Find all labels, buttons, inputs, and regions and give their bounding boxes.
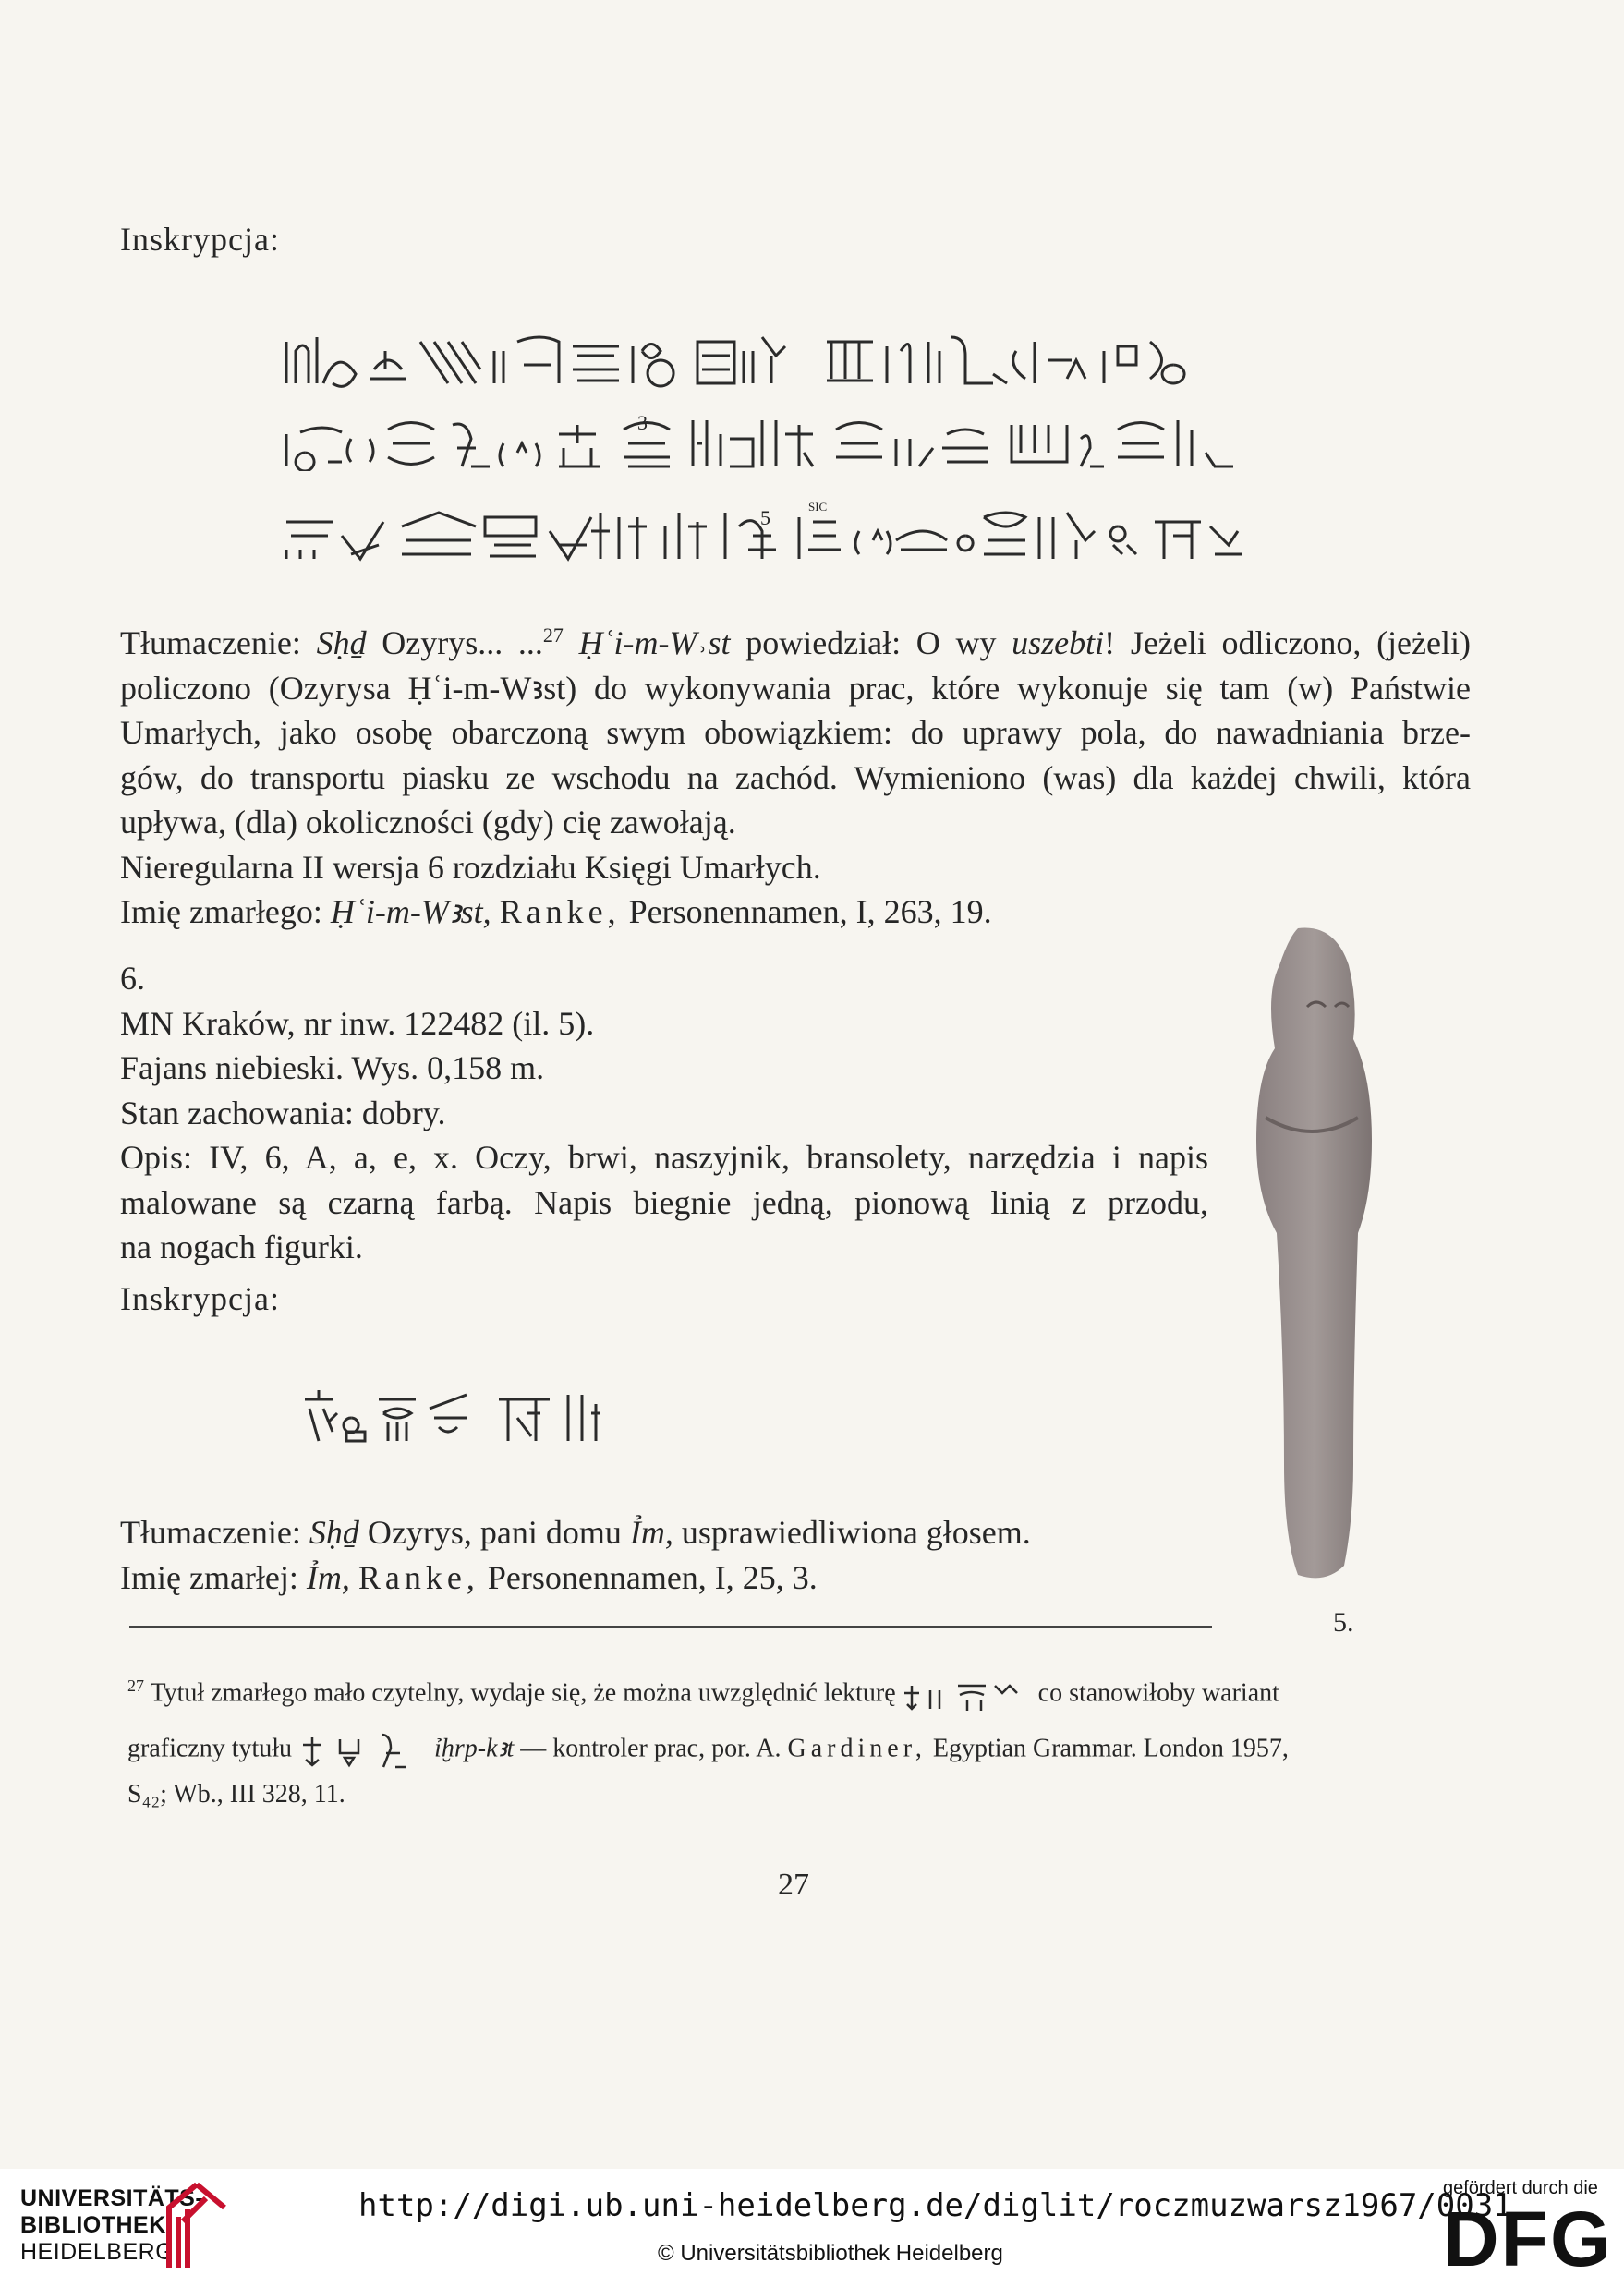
copyright-text: © Universitätsbibliothek Heidelberg [658, 2241, 1003, 2266]
translation-1-line-5: upływa, (dla) okoliczności (gdy) cię zawołają. [120, 804, 736, 841]
item-line-2: Fajans niebieski. Wys. 0,158 m. [120, 1049, 545, 1086]
figure-caption: 5. [1333, 1607, 1354, 1638]
footnote-rule [129, 1626, 1212, 1628]
footnote-line-2: graficzny tytułu ỉḫrp-kꜣt — kontroler prac, por. A. Gardiner, Egyptian Grammar. London 1957, [127, 1730, 1476, 1771]
footnote-hieroglyph-2 [298, 1730, 428, 1771]
item-line-6: na nogach figurki. [120, 1228, 363, 1265]
translation-2 [120, 1510, 1229, 1600]
translation-1 [120, 613, 1471, 935]
inscription-heading-1: Inskrypcja: [120, 221, 280, 258]
sic-mark: sic [808, 496, 828, 514]
translation-2-line: Tłumaczenie: Sḥḏ Ozyrys, pani domu Ỉm, usprawiedliwiona głosem. [120, 1514, 1031, 1551]
library-name: UNIVERSITÄTS- BIBLIOTHEK HEIDELBERG [20, 2185, 204, 2265]
translation-1-line-1: Tłumaczenie: Sḥḏ Ozyrys... ...$^{27}$ Ḥʿi-m-W˒st powiedział: O wy uszebti! Jeżeli odliczono, (jeżeli) [120, 623, 1471, 661]
ushabti-figure-image [1233, 924, 1376, 1584]
footnote-line-3: S₄₂; Wb., III 328, 11. [127, 1779, 345, 1809]
translation-1-line-4: gów, do transportu piasku ze wschodu na zachód. Wymieniono (was) dla każdej chwili, która [120, 758, 1471, 796]
name-1: Imię zmarłego: Ḥʿi-m-Wꜣst, Ranke, Personennamen, I, 263, 19. [120, 893, 992, 930]
hieroglyph-mark-3: 3 [637, 411, 648, 434]
item-number: 6. [120, 960, 145, 997]
hieroglyph-mark-5: 5 [760, 506, 770, 529]
item-line-3: Stan zachowania: dobry. [120, 1094, 446, 1131]
footnote-hieroglyph-1 [903, 1676, 1032, 1713]
footnote-line-1: $^{27}$ Tytuł zmarłego mało czytelny, wydaje się, że można uwzględnić lekturę co stanowiłoby wariant [127, 1667, 1476, 1713]
name-2: Imię zmarłej: Ỉm, Ranke, Personennamen, I, 25, 3. [120, 1558, 818, 1596]
library-logo-icon [164, 2180, 229, 2272]
item-line-4: Opis: IV, 6, A, a, e, x. Oczy, brwi, naszyjnik, bransolety, narzędzia i napis [120, 1139, 1208, 1176]
translation-1-line-2: policzono (Ozyrysa Ḥʿi-m-Wꜣst) do wykonywania prac, które wykonuje się tam (w) Państwie [120, 669, 1471, 707]
item-line-5: malowane są czarną farbą. Napis biegnie jedną, pionową linią z przodu, [120, 1183, 1208, 1221]
funded-by-text: gefördert durch die [1443, 2178, 1598, 2198]
hieroglyph-line-2 [282, 406, 1252, 471]
page-number: 27 [778, 1868, 809, 1902]
item-line-1: MN Kraków, nr inw. 122482 (il. 5). [120, 1004, 595, 1042]
chapter-note: Nieregularna II wersja 6 rozdziału Księgi Umarłych. [120, 848, 821, 886]
permalink-url[interactable]: http://digi.ub.uni-heidelberg.de/diglit/roczmuzwarsz1967/0031 [358, 2187, 1512, 2224]
hieroglyph-line-1 [282, 323, 1252, 388]
dfg-logo: DFG [1443, 2196, 1613, 2282]
inscription-heading-2: Inskrypcja: [120, 1280, 280, 1317]
footer-bar [0, 2169, 1624, 2287]
footnote [127, 1667, 1476, 1813]
translation-1-line-3: Umarłych, jako osobę obarczoną swym obowiązkiem: do uprawy pola, do nawadniania brze- [120, 714, 1471, 751]
hieroglyph-line-4 [300, 1381, 614, 1446]
item-6 [120, 956, 1229, 1270]
